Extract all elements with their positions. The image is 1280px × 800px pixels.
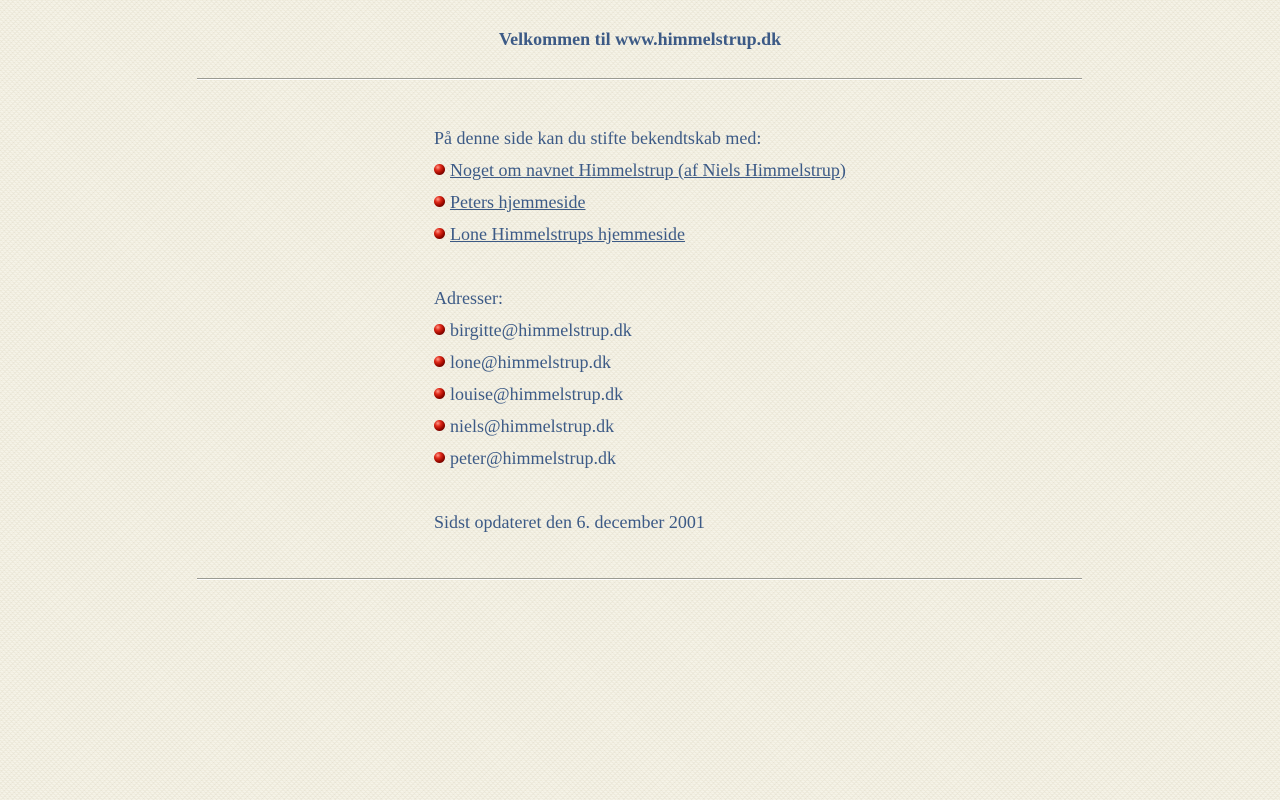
red-ball-bullet-icon	[434, 164, 445, 175]
addresses-heading: Adresser:	[434, 288, 503, 308]
main-content	[434, 122, 1074, 538]
link-item-peter	[434, 186, 1074, 218]
spacer	[434, 250, 1074, 282]
address-item	[434, 314, 1074, 346]
email-address: louise@himmelstrup.dk	[450, 384, 624, 404]
red-ball-bullet-icon	[434, 452, 445, 463]
bottom-divider	[197, 578, 1082, 580]
link-lone-homepage[interactable]: Lone Himmelstrups hjemmeside	[450, 224, 685, 244]
red-ball-bullet-icon	[434, 196, 445, 207]
red-ball-bullet-icon	[434, 420, 445, 431]
link-item-name-origin	[434, 154, 1074, 186]
email-address: birgitte@himmelstrup.dk	[450, 320, 632, 340]
link-item-lone	[434, 218, 1074, 250]
spacer	[434, 474, 1074, 506]
email-address: niels@himmelstrup.dk	[450, 416, 615, 436]
page-title: Velkommen til www.himmelstrup.dk	[498, 29, 782, 49]
email-address: lone@himmelstrup.dk	[450, 352, 612, 372]
link-peter-homepage[interactable]: Peters hjemmeside	[450, 192, 586, 212]
red-ball-bullet-icon	[434, 324, 445, 335]
red-ball-bullet-icon	[434, 356, 445, 367]
top-divider	[197, 78, 1082, 80]
link-name-origin[interactable]: Noget om navnet Himmelstrup (af Niels Himmelstrup)	[450, 160, 846, 180]
address-item	[434, 442, 1074, 474]
address-item	[434, 410, 1074, 442]
address-item	[434, 378, 1074, 410]
intro-heading: På denne side kan du stifte bekendtskab med:	[434, 128, 762, 148]
red-ball-bullet-icon	[434, 228, 445, 239]
email-address: peter@himmelstrup.dk	[450, 448, 617, 468]
last-updated: Sidst opdateret den 6. december 2001	[434, 512, 705, 532]
red-ball-bullet-icon	[434, 388, 445, 399]
address-item	[434, 346, 1074, 378]
